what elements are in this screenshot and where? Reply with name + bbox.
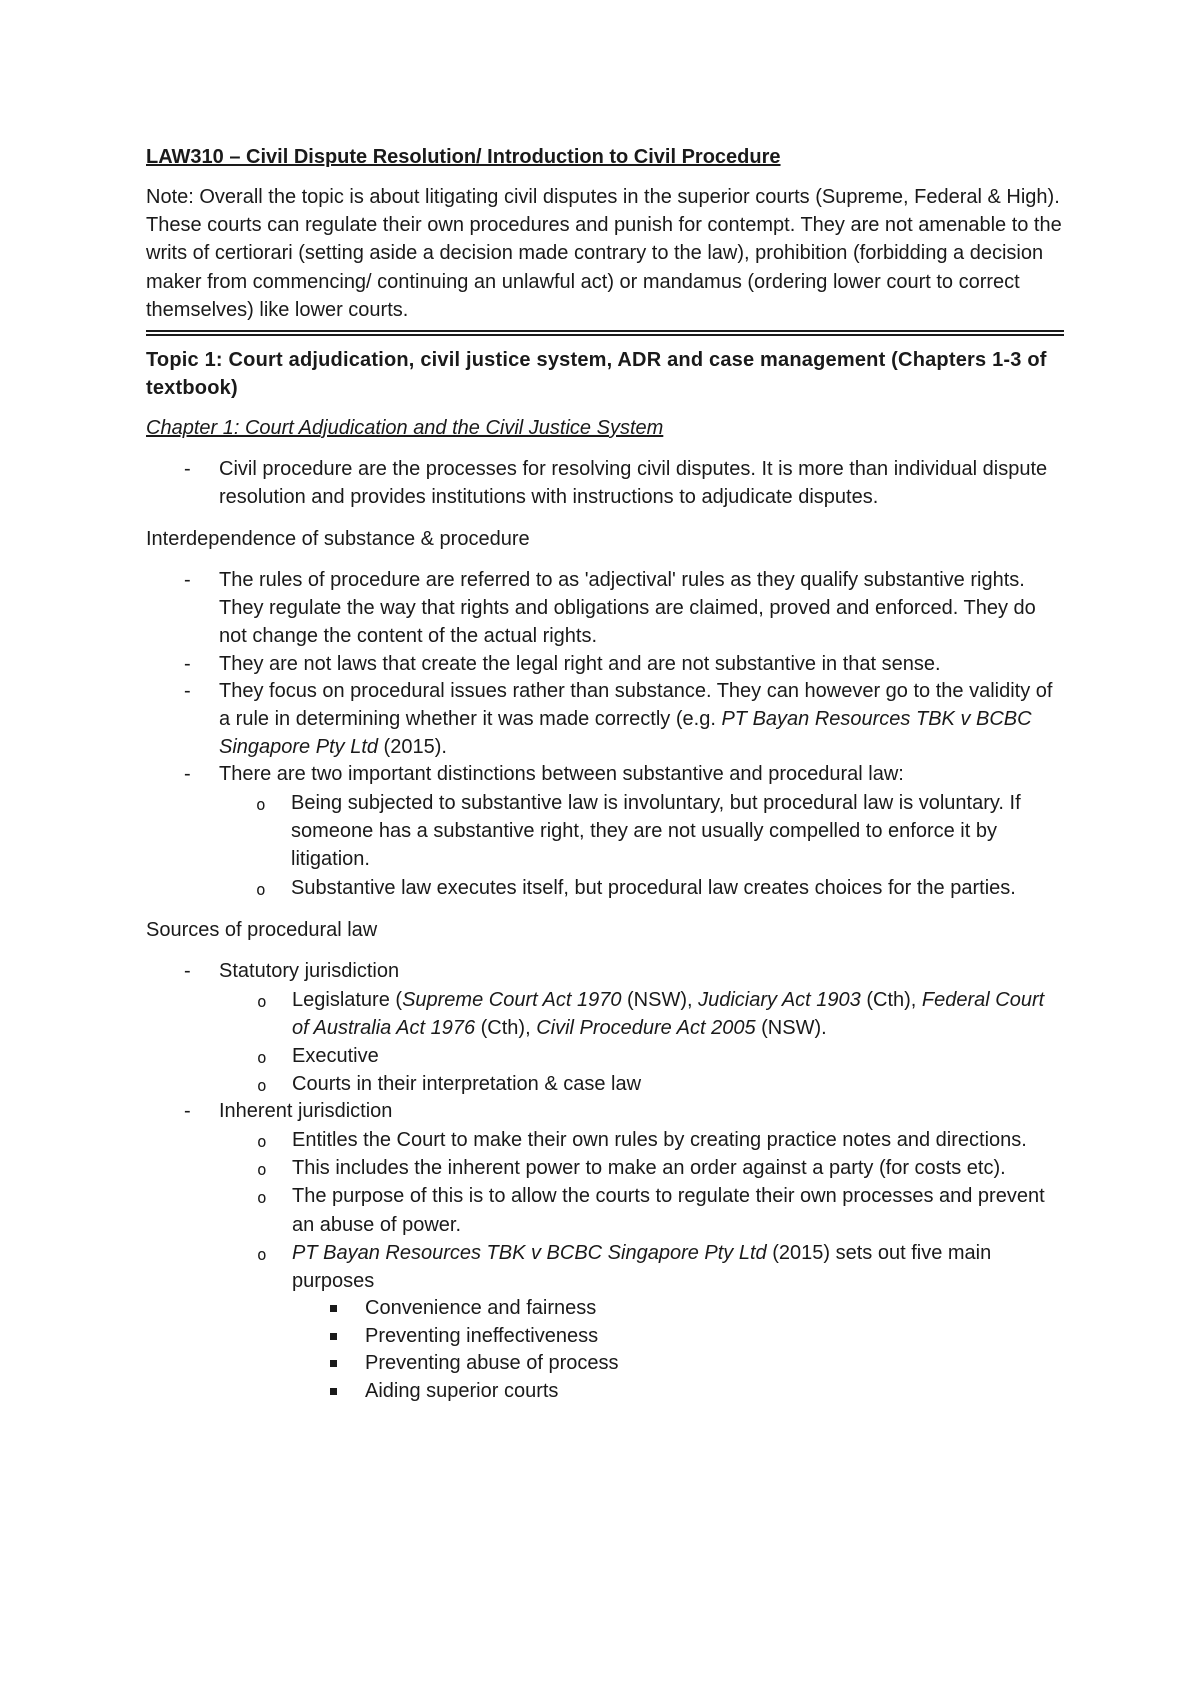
sub-list-item-text: This includes the inherent power to make an order against a party (for costs etc). (292, 1157, 1006, 1180)
square-list-item-text: Convenience and fairness (365, 1297, 597, 1320)
sub-list-item (219, 986, 1064, 1042)
dash-bullet: - (184, 569, 191, 592)
circle-bullet: o (257, 1244, 267, 1264)
circle-bullet: o (256, 795, 266, 815)
act-citation: Civil Procedure Act 2005 (536, 1016, 756, 1039)
interdependence-list (146, 567, 1064, 901)
act-citation: Judiciary Act 1903 (698, 988, 861, 1011)
circle-bullet: o (257, 1160, 267, 1180)
list-item (146, 651, 1064, 679)
square-list-item (292, 1323, 1064, 1351)
statutory-sublist (219, 986, 1064, 1099)
sub-list-item (218, 789, 1064, 874)
circle-bullet: o (257, 1188, 267, 1208)
text-run: Legislature ( (292, 988, 403, 1011)
document-title: LAW310 – Civil Dispute Resolution/ Introduction to Civil Procedure (146, 146, 781, 168)
text-run: They focus on procedural issues rather than substance. They can however go to the validity of a rule in determining whether it was made correctly (e.g. (219, 680, 1053, 730)
square-bullet (330, 1388, 337, 1395)
text-run: (2015) sets out five main purposes (292, 1241, 992, 1293)
dash-bullet: - (184, 959, 191, 982)
sub-list-item (219, 1070, 1064, 1098)
circle-bullet: o (257, 1132, 267, 1152)
dash-bullet: - (184, 763, 191, 786)
list-item (146, 1098, 1064, 1405)
text-run: (NSW). (755, 1016, 827, 1039)
double-divider (146, 330, 1064, 336)
dash-bullet: - (184, 1100, 191, 1123)
circle-bullet: o (256, 879, 266, 899)
square-list-item-text: Preventing ineffectiveness (365, 1324, 599, 1347)
square-list-item-text: Preventing abuse of process (365, 1352, 619, 1375)
list-item-text (219, 680, 1052, 757)
list-item-text: They are not laws that create the legal right and are not substantive in that sense. (219, 652, 941, 675)
square-bullet (330, 1360, 337, 1367)
sub-list-item-text: Substantive law executes itself, but procedural law creates choices for the parties. (291, 876, 1016, 899)
sub-list-item-text: The purpose of this is to allow the courts to regulate their own processes and prevent an abuse of power. (292, 1185, 1045, 1236)
dash-bullet: - (184, 652, 191, 675)
square-list-item (292, 1350, 1064, 1378)
distinctions-sublist (218, 789, 1064, 902)
square-bullet (330, 1333, 337, 1340)
act-citation: Federal Court of Australia Act 1976 (292, 988, 1045, 1039)
circle-bullet: o (257, 991, 267, 1011)
section-heading-interdependence: Interdependence of substance & procedure (146, 528, 530, 551)
sub-list-item-text: Entitles the Court to make their own rules by creating practice notes and directions. (292, 1129, 1027, 1152)
divider-line-top (146, 330, 1064, 332)
note-paragraph: Note: Overall the topic is about litigating civil disputes in the superior courts (Supreme, Federal & High). These courts can regulate their own procedures and punish for contempt. They are not amenable to the writs of certiorari (setting aside a decision made contrary to the law), prohibition (forbidding a decision maker from commencing/ continuing an unlawful act) or mandamus (ordering lower court to correct themselves) like lower courts. (146, 186, 1062, 321)
sub-list-item-text: Courts in their interpretation & case law (292, 1073, 642, 1096)
civil-procedure-list (146, 456, 1064, 511)
sub-list-item (219, 1182, 1064, 1238)
case-citation: PT Bayan Resources TBK v BCBC Singapore Pty Ltd (292, 1241, 767, 1264)
sub-list-item (219, 1154, 1064, 1182)
list-item (146, 456, 1064, 511)
purposes-sublist (292, 1295, 1064, 1405)
square-list-item (292, 1295, 1064, 1323)
square-bullet (330, 1305, 337, 1312)
inherent-sublist (219, 1126, 1064, 1405)
list-item (146, 567, 1064, 650)
list-item-text: The rules of procedure are referred to as 'adjectival' rules as they qualify substantive rights. They regulate the way that rights and obligations are claimed, proved and enforced. They do not change the content of the actual rights. (219, 569, 1036, 647)
sub-list-item (218, 874, 1064, 902)
sub-list-item-text: Being subjected to substantive law is involuntary, but procedural law is voluntary. If someone has a substantive right, they are not usually compelled to enforce it by litigation. (291, 792, 1021, 871)
text-run: (Cth), (860, 988, 922, 1011)
sub-list-item (219, 1126, 1064, 1154)
sub-list-item-text (292, 1242, 991, 1292)
document-page (146, 143, 1064, 1405)
sub-list-item-text: Executive (292, 1044, 379, 1067)
sub-list-item (219, 1042, 1064, 1070)
square-list-item (292, 1378, 1064, 1406)
circle-bullet: o (257, 1047, 267, 1067)
text-run: (2015). (378, 735, 447, 758)
list-item (146, 958, 1064, 1099)
chapter-heading: Chapter 1: Court Adjudication and the Civil Justice System (146, 417, 664, 440)
list-item-text: There are two important distinctions between substantive and procedural law: (219, 763, 904, 786)
dash-bullet: - (184, 680, 191, 703)
list-item (146, 678, 1064, 761)
list-item-text: Civil procedure are the processes for resolving civil disputes. It is more than individual dispute resolution and provides institutions with instructions to adjudicate disputes. (219, 458, 1048, 508)
act-citation: Supreme Court Act 1970 (402, 988, 622, 1011)
sub-list-item (219, 1239, 1064, 1405)
case-citation: PT Bayan Resources TBK v BCBC Singapore Pty Ltd (219, 707, 1032, 758)
circle-bullet: o (257, 1076, 267, 1096)
list-item (146, 761, 1064, 902)
sub-list-item-text (292, 989, 1044, 1039)
list-item-text: Statutory jurisdiction (219, 959, 400, 982)
square-list-item-text: Aiding superior courts (365, 1379, 559, 1402)
text-run: (Cth), (475, 1016, 537, 1039)
sources-list (146, 958, 1064, 1405)
text-run: (NSW), (621, 988, 699, 1011)
divider-line-bottom (146, 334, 1064, 336)
section-heading-sources: Sources of procedural law (146, 918, 378, 941)
dash-bullet: - (184, 458, 191, 481)
list-item-text: Inherent jurisdiction (219, 1100, 393, 1123)
topic-heading: Topic 1: Court adjudication, civil justice system, ADR and case management (Chapters 1-3 of textbook) (146, 349, 1047, 400)
